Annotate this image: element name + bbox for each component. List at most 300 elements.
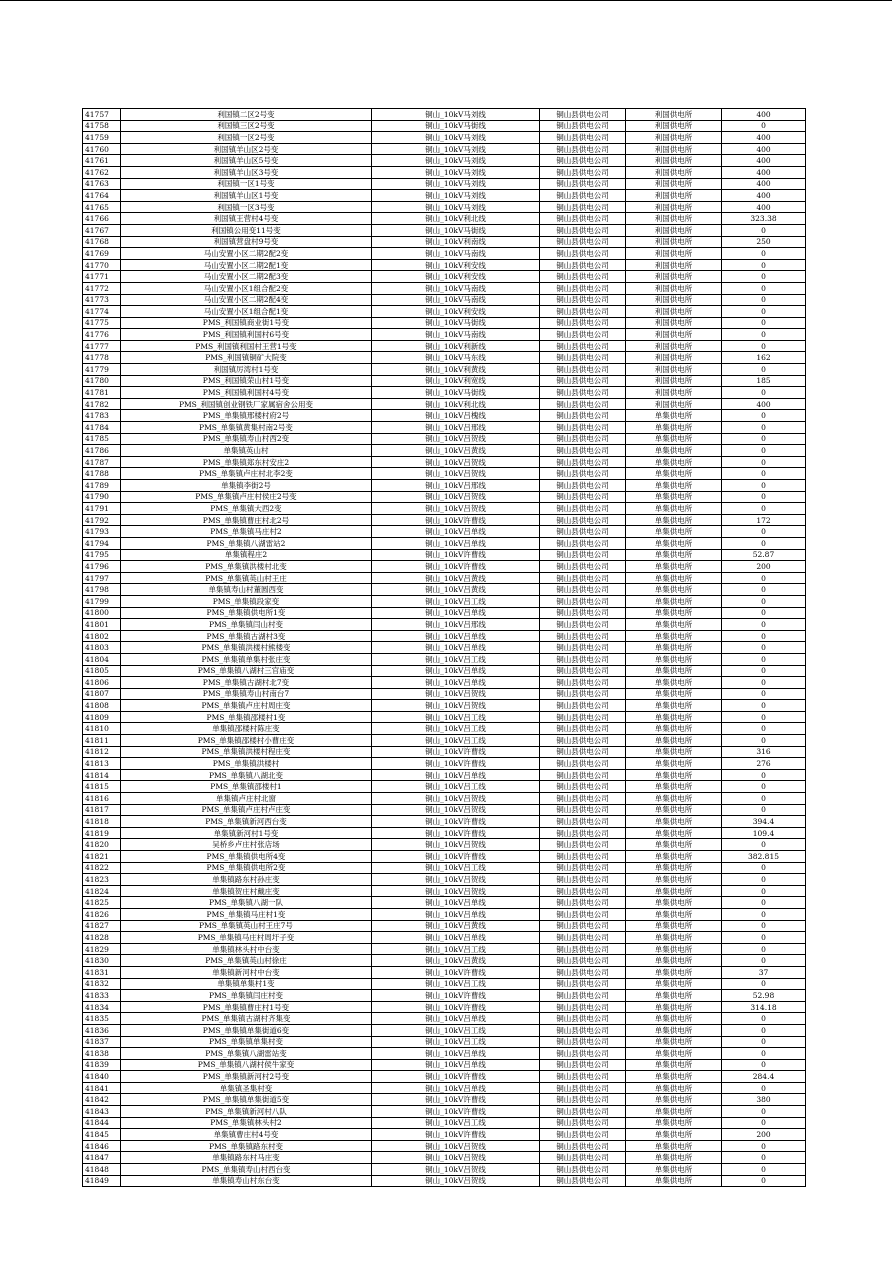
company-cell: 铜山县供电公司 (540, 920, 626, 932)
row-id-cell: 41814 (83, 769, 121, 781)
station-cell: 单集供电所 (626, 711, 722, 723)
transformer-name-cell: 利国镇营盘村9号变 (121, 236, 372, 248)
row-id-cell: 41758 (83, 120, 121, 132)
station-cell: 单集供电所 (626, 595, 722, 607)
transformer-name-cell: 马山安置小区二期2配2变 (121, 248, 372, 260)
value-cell: 400 (722, 155, 806, 167)
table-row (83, 340, 806, 352)
station-cell: 利国供电所 (626, 352, 722, 364)
feeder-line-cell: 铜山_10kV利安线 (372, 259, 540, 271)
transformer-name-cell: PMS_单集镇寿山村南台7 (121, 688, 372, 700)
station-cell: 利国供电所 (626, 294, 722, 306)
feeder-line-cell: 铜山_10kV许曹线 (372, 1094, 540, 1106)
feeder-line-cell: 铜山_10kV许曹线 (372, 1129, 540, 1141)
transformer-name-cell: 利国镇王营村4号变 (121, 213, 372, 225)
feeder-line-cell: 铜山_10kV吕工线 (372, 1036, 540, 1048)
value-cell: 0 (722, 480, 806, 492)
company-cell: 铜山县供电公司 (540, 456, 626, 468)
table-row (83, 329, 806, 341)
company-cell: 铜山县供电公司 (540, 537, 626, 549)
transformer-name-cell: 马山安置小区二期2配4变 (121, 294, 372, 306)
company-cell: 铜山县供电公司 (540, 561, 626, 573)
company-cell: 铜山县供电公司 (540, 1164, 626, 1176)
station-cell: 单集供电所 (626, 607, 722, 619)
transformer-name-cell: PMS_单集镇马庄村2 (121, 526, 372, 538)
station-cell: 利国供电所 (626, 317, 722, 329)
row-id-cell: 41759 (83, 132, 121, 144)
value-cell: 0 (722, 445, 806, 457)
row-id-cell: 41772 (83, 282, 121, 294)
value-cell: 0 (722, 943, 806, 955)
station-cell: 单集供电所 (626, 1152, 722, 1164)
row-id-cell: 41819 (83, 827, 121, 839)
value-cell: 0 (722, 422, 806, 434)
station-cell: 单集供电所 (626, 908, 722, 920)
station-cell: 单集供电所 (626, 966, 722, 978)
table-row (83, 619, 806, 631)
feeder-line-cell: 铜山_10kV吕贺线 (372, 503, 540, 515)
value-cell: 0 (722, 503, 806, 515)
table-row (83, 1001, 806, 1013)
feeder-line-cell: 铜山_10kV吕邢线 (372, 422, 540, 434)
value-cell: 0 (722, 735, 806, 747)
value-cell: 0 (722, 874, 806, 886)
row-id-cell: 41811 (83, 735, 121, 747)
row-id-cell: 41827 (83, 920, 121, 932)
row-id-cell: 41787 (83, 456, 121, 468)
row-id-cell: 41841 (83, 1082, 121, 1094)
station-cell: 单集供电所 (626, 978, 722, 990)
station-cell: 单集供电所 (626, 839, 722, 851)
table-row (83, 271, 806, 283)
feeder-line-cell: 铜山_10kV吕贺线 (372, 700, 540, 712)
value-cell: 0 (722, 224, 806, 236)
feeder-line-cell: 铜山_10kV马街线 (372, 387, 540, 399)
station-cell: 单集供电所 (626, 932, 722, 944)
company-cell: 铜山县供电公司 (540, 364, 626, 376)
row-id-cell: 41824 (83, 885, 121, 897)
table-row (83, 561, 806, 573)
feeder-line-cell: 铜山_10kV吕贺线 (372, 1152, 540, 1164)
company-cell: 铜山县供电公司 (540, 735, 626, 747)
table-row (83, 317, 806, 329)
company-cell: 铜山县供电公司 (540, 793, 626, 805)
transformer-name-cell: PMS_单集镇闫山村变 (121, 619, 372, 631)
transformer-name-cell: PMS_单集镇大西2变 (121, 503, 372, 515)
feeder-line-cell: 铜山_10kV马东线 (372, 352, 540, 364)
feeder-line-cell: 铜山_10kV马街线 (372, 317, 540, 329)
company-cell: 铜山县供电公司 (540, 549, 626, 561)
station-cell: 单集供电所 (626, 1059, 722, 1071)
company-cell: 铜山县供电公司 (540, 271, 626, 283)
feeder-line-cell: 铜山_10kV马南线 (372, 329, 540, 341)
company-cell: 铜山县供电公司 (540, 491, 626, 503)
transformer-name-cell: PMS_单集镇曹庄村1号变 (121, 1001, 372, 1013)
table-row (83, 1013, 806, 1025)
value-cell: 0 (722, 932, 806, 944)
table-row (83, 294, 806, 306)
value-cell: 0 (722, 572, 806, 584)
row-id-cell: 41791 (83, 503, 121, 515)
table-row (83, 422, 806, 434)
table-row (83, 306, 806, 318)
station-cell: 单集供电所 (626, 630, 722, 642)
feeder-line-cell: 铜山_10kV马刘线 (372, 155, 540, 167)
transformer-name-cell: PMS_单集镇八湖村侯牛家变 (121, 1059, 372, 1071)
table-row (83, 201, 806, 213)
value-cell: 0 (722, 804, 806, 816)
row-id-cell: 41844 (83, 1117, 121, 1129)
value-cell: 0 (722, 1036, 806, 1048)
table-row (83, 213, 806, 225)
company-cell: 铜山县供电公司 (540, 329, 626, 341)
transformer-name-cell: 吴桥乡卢庄村张店场 (121, 839, 372, 851)
table-row (83, 804, 806, 816)
station-cell: 单集供电所 (626, 1164, 722, 1176)
value-cell: 400 (722, 109, 806, 121)
company-cell: 铜山县供电公司 (540, 468, 626, 480)
feeder-line-cell: 铜山_10kV吕单线 (372, 1013, 540, 1025)
transformer-name-cell: PMS_单集镇卢庄村周庄变 (121, 700, 372, 712)
station-cell: 利国供电所 (626, 340, 722, 352)
table-row (83, 711, 806, 723)
row-id-cell: 41763 (83, 178, 121, 190)
table-row (83, 1140, 806, 1152)
row-id-cell: 41783 (83, 410, 121, 422)
station-cell: 单集供电所 (626, 816, 722, 828)
feeder-line-cell: 铜山_10kV吕贺线 (372, 688, 540, 700)
company-cell: 铜山县供电公司 (540, 387, 626, 399)
value-cell: 0 (722, 1152, 806, 1164)
value-cell: 0 (722, 1140, 806, 1152)
feeder-line-cell: 铜山_10kV许曹线 (372, 966, 540, 978)
transformer-name-cell: 单集镇新河村1号变 (121, 827, 372, 839)
feeder-line-cell: 铜山_10kV吕工线 (372, 943, 540, 955)
feeder-line-cell: 铜山_10kV吕黄线 (372, 584, 540, 596)
station-cell: 单集供电所 (626, 1013, 722, 1025)
transformer-name-cell: PMS_单集镇洪楼村北变 (121, 561, 372, 573)
station-cell: 利国供电所 (626, 224, 722, 236)
feeder-line-cell: 铜山_10kV吕槐线 (372, 410, 540, 422)
table-row (83, 480, 806, 492)
feeder-line-cell: 铜山_10kV吕单线 (372, 1048, 540, 1060)
station-cell: 利国供电所 (626, 375, 722, 387)
station-cell: 单集供电所 (626, 688, 722, 700)
value-cell: 400 (722, 166, 806, 178)
station-cell: 单集供电所 (626, 653, 722, 665)
station-cell: 单集供电所 (626, 677, 722, 689)
row-id-cell: 41794 (83, 537, 121, 549)
feeder-line-cell: 铜山_10kV吕贺线 (372, 1175, 540, 1187)
feeder-line-cell: 铜山_10kV吕贺线 (372, 1140, 540, 1152)
feeder-line-cell: 铜山_10kV吕单线 (372, 897, 540, 909)
value-cell: 0 (722, 839, 806, 851)
row-id-cell: 41822 (83, 862, 121, 874)
station-cell: 利国供电所 (626, 387, 722, 399)
station-cell: 单集供电所 (626, 1175, 722, 1187)
row-id-cell: 41818 (83, 816, 121, 828)
company-cell: 铜山县供电公司 (540, 584, 626, 596)
company-cell: 铜山县供电公司 (540, 375, 626, 387)
value-cell: 0 (722, 642, 806, 654)
feeder-line-cell: 铜山_10kV马南线 (372, 282, 540, 294)
company-cell: 铜山县供电公司 (540, 109, 626, 121)
value-cell: 250 (722, 236, 806, 248)
row-id-cell: 41826 (83, 908, 121, 920)
table-row (83, 352, 806, 364)
transformer-name-cell: PMS_单集镇供电所2变 (121, 862, 372, 874)
company-cell: 铜山县供电公司 (540, 410, 626, 422)
feeder-line-cell: 铜山_10kV吕单线 (372, 642, 540, 654)
station-cell: 单集供电所 (626, 584, 722, 596)
station-cell: 单集供电所 (626, 1048, 722, 1060)
row-id-cell: 41798 (83, 584, 121, 596)
company-cell: 铜山县供电公司 (540, 259, 626, 271)
company-cell: 铜山县供电公司 (540, 422, 626, 434)
company-cell: 铜山县供电公司 (540, 236, 626, 248)
row-id-cell: 41788 (83, 468, 121, 480)
company-cell: 铜山县供电公司 (540, 1106, 626, 1118)
row-id-cell: 41842 (83, 1094, 121, 1106)
value-cell: 109.4 (722, 827, 806, 839)
station-cell: 单集供电所 (626, 758, 722, 770)
value-cell: 0 (722, 677, 806, 689)
feeder-line-cell: 铜山_10kV吕单线 (372, 630, 540, 642)
table-row (83, 514, 806, 526)
table-row (83, 874, 806, 886)
transformer-name-cell: 利国镇二区2号变 (121, 109, 372, 121)
table-row (83, 1152, 806, 1164)
feeder-line-cell: 铜山_10kV吕贺线 (372, 804, 540, 816)
table-row (83, 700, 806, 712)
table-row (83, 677, 806, 689)
feeder-line-cell: 铜山_10kV吕单线 (372, 665, 540, 677)
row-id-cell: 41804 (83, 653, 121, 665)
row-id-cell: 41843 (83, 1106, 121, 1118)
table-row (83, 595, 806, 607)
table-row (83, 549, 806, 561)
row-id-cell: 41805 (83, 665, 121, 677)
row-id-cell: 41790 (83, 491, 121, 503)
transformer-name-cell: PMS_单集镇闫庄村变 (121, 990, 372, 1002)
table-row (83, 1059, 806, 1071)
value-cell: 0 (722, 1164, 806, 1176)
value-cell: 0 (722, 781, 806, 793)
table-row (83, 537, 806, 549)
row-id-cell: 41831 (83, 966, 121, 978)
feeder-line-cell: 铜山_10kV吕贺线 (372, 433, 540, 445)
value-cell: 400 (722, 201, 806, 213)
value-cell: 314.18 (722, 1001, 806, 1013)
feeder-line-cell: 铜山_10kV马街线 (372, 224, 540, 236)
transformer-name-cell: PMS_单集镇洪楼村熊楼变 (121, 642, 372, 654)
row-id-cell: 41821 (83, 851, 121, 863)
transformer-name-cell: PMS_单集镇卢庄村北李2变 (121, 468, 372, 480)
station-cell: 单集供电所 (626, 1001, 722, 1013)
transformer-name-cell: 单集镇寿山村东台变 (121, 1175, 372, 1187)
feeder-line-cell: 铜山_10kV马刘线 (372, 132, 540, 144)
company-cell: 铜山县供电公司 (540, 966, 626, 978)
value-cell: 400 (722, 190, 806, 202)
feeder-line-cell: 铜山_10kV吕单线 (372, 607, 540, 619)
table-row (83, 445, 806, 457)
feeder-line-cell: 铜山_10kV吕单线 (372, 1059, 540, 1071)
feeder-line-cell: 铜山_10kV许曹线 (372, 851, 540, 863)
station-cell: 单集供电所 (626, 665, 722, 677)
transformer-name-cell: PMS_单集镇新河村2号变 (121, 1071, 372, 1083)
row-id-cell: 41829 (83, 943, 121, 955)
feeder-line-cell: 铜山_10kV许曹线 (372, 746, 540, 758)
row-id-cell: 41773 (83, 294, 121, 306)
transformer-name-cell: 利国镇羊山区2号变 (121, 143, 372, 155)
value-cell: 0 (722, 1106, 806, 1118)
company-cell: 铜山县供电公司 (540, 908, 626, 920)
station-cell: 单集供电所 (626, 746, 722, 758)
row-id-cell: 41848 (83, 1164, 121, 1176)
table-row (83, 1129, 806, 1141)
value-cell: 276 (722, 758, 806, 770)
table-row (83, 1048, 806, 1060)
transformer-name-cell: PMS_利国镇利国村4号变 (121, 387, 372, 399)
feeder-line-cell: 铜山_10kV许曹线 (372, 549, 540, 561)
station-cell: 利国供电所 (626, 259, 722, 271)
table-row (83, 816, 806, 828)
value-cell: 0 (722, 282, 806, 294)
table-row (83, 1024, 806, 1036)
value-cell: 0 (722, 259, 806, 271)
station-cell: 单集供电所 (626, 468, 722, 480)
row-id-cell: 41810 (83, 723, 121, 735)
transformer-name-cell: PMS_单集镇英山村王庄7号 (121, 920, 372, 932)
company-cell: 铜山县供电公司 (540, 282, 626, 294)
feeder-line-cell: 铜山_10kV吕工线 (372, 978, 540, 990)
table-body (83, 109, 806, 1187)
station-cell: 单集供电所 (626, 1106, 722, 1118)
feeder-line-cell: 铜山_10kV许曹线 (372, 827, 540, 839)
value-cell: 0 (722, 619, 806, 631)
row-id-cell: 41834 (83, 1001, 121, 1013)
row-id-cell: 41770 (83, 259, 121, 271)
transformer-name-cell: PMS_单集镇单集村张庄变 (121, 653, 372, 665)
row-id-cell: 41760 (83, 143, 121, 155)
transformer-name-cell: PMS_单集镇单集街道6变 (121, 1024, 372, 1036)
feeder-line-cell: 铜山_10kV利宽线 (372, 375, 540, 387)
row-id-cell: 41762 (83, 166, 121, 178)
company-cell: 铜山县供电公司 (540, 595, 626, 607)
station-cell: 利国供电所 (626, 213, 722, 225)
row-id-cell: 41836 (83, 1024, 121, 1036)
value-cell: 0 (722, 862, 806, 874)
station-cell: 单集供电所 (626, 456, 722, 468)
station-cell: 单集供电所 (626, 897, 722, 909)
feeder-line-cell: 铜山_10kV吕贺线 (372, 468, 540, 480)
station-cell: 单集供电所 (626, 526, 722, 538)
feeder-line-cell: 铜山_10kV吕黄线 (372, 920, 540, 932)
row-id-cell: 41813 (83, 758, 121, 770)
transformer-name-cell: PMS_利国镇利国村王营1号变 (121, 340, 372, 352)
row-id-cell: 41808 (83, 700, 121, 712)
company-cell: 铜山县供电公司 (540, 642, 626, 654)
value-cell: 0 (722, 1013, 806, 1025)
station-cell: 单集供电所 (626, 943, 722, 955)
row-id-cell: 41785 (83, 433, 121, 445)
feeder-line-cell: 铜山_10kV吕贺线 (372, 456, 540, 468)
station-cell: 单集供电所 (626, 862, 722, 874)
transformer-name-cell: PMS_单集镇寿山村西台变 (121, 1164, 372, 1176)
transformer-name-cell: 马山安置小区二期2配1变 (121, 259, 372, 271)
row-id-cell: 41837 (83, 1036, 121, 1048)
table-row (83, 688, 806, 700)
company-cell: 铜山县供电公司 (540, 1048, 626, 1060)
company-cell: 铜山县供电公司 (540, 758, 626, 770)
company-cell: 铜山县供电公司 (540, 711, 626, 723)
table-row (83, 793, 806, 805)
company-cell: 铜山县供电公司 (540, 352, 626, 364)
table-row (83, 109, 806, 121)
station-cell: 单集供电所 (626, 827, 722, 839)
row-id-cell: 41801 (83, 619, 121, 631)
value-cell: 400 (722, 398, 806, 410)
transformer-name-cell: PMS_单集镇郑东村安庄2 (121, 456, 372, 468)
feeder-line-cell: 铜山_10kV马刘线 (372, 201, 540, 213)
company-cell: 铜山县供电公司 (540, 653, 626, 665)
transformer-name-cell: 单集镇路东村孙庄变 (121, 874, 372, 886)
transformer-name-cell: PMS_利国镇商业街1号变 (121, 317, 372, 329)
table-row (83, 642, 806, 654)
transformer-name-cell: PMS_单集镇邵楼村1变 (121, 711, 372, 723)
table-row (83, 769, 806, 781)
feeder-line-cell: 铜山_10kV许曹线 (372, 990, 540, 1002)
feeder-line-cell: 铜山_10kV马街线 (372, 120, 540, 132)
transformer-name-cell: PMS_单集镇路东村变 (121, 1140, 372, 1152)
station-cell: 利国供电所 (626, 166, 722, 178)
company-cell: 铜山县供电公司 (540, 503, 626, 515)
row-id-cell: 41816 (83, 793, 121, 805)
station-cell: 单集供电所 (626, 1024, 722, 1036)
station-cell: 单集供电所 (626, 433, 722, 445)
value-cell: 0 (722, 584, 806, 596)
station-cell: 单集供电所 (626, 1094, 722, 1106)
feeder-line-cell: 铜山_10kV利新线 (372, 340, 540, 352)
value-cell: 0 (722, 653, 806, 665)
company-cell: 铜山县供电公司 (540, 1117, 626, 1129)
value-cell: 0 (722, 294, 806, 306)
row-id-cell: 41838 (83, 1048, 121, 1060)
transformer-name-cell: PMS_单集镇马庄村1变 (121, 908, 372, 920)
company-cell: 铜山县供电公司 (540, 514, 626, 526)
transformer-name-cell: 单集镇贺庄村戴庄变 (121, 885, 372, 897)
feeder-line-cell: 铜山_10kV吕工线 (372, 1117, 540, 1129)
company-cell: 铜山县供电公司 (540, 781, 626, 793)
feeder-line-cell: 铜山_10kV许曹线 (372, 1001, 540, 1013)
company-cell: 铜山县供电公司 (540, 1059, 626, 1071)
transformer-name-cell: 单集镇单集村1变 (121, 978, 372, 990)
row-id-cell: 41835 (83, 1013, 121, 1025)
company-cell: 铜山县供电公司 (540, 132, 626, 144)
row-id-cell: 41767 (83, 224, 121, 236)
feeder-line-cell: 铜山_10kV利安线 (372, 306, 540, 318)
table-row (83, 143, 806, 155)
company-cell: 铜山县供电公司 (540, 143, 626, 155)
row-id-cell: 41766 (83, 213, 121, 225)
value-cell: 400 (722, 178, 806, 190)
row-id-cell: 41817 (83, 804, 121, 816)
row-id-cell: 41796 (83, 561, 121, 573)
station-cell: 单集供电所 (626, 561, 722, 573)
company-cell: 铜山县供电公司 (540, 816, 626, 828)
row-id-cell: 41799 (83, 595, 121, 607)
company-cell: 铜山县供电公司 (540, 398, 626, 410)
